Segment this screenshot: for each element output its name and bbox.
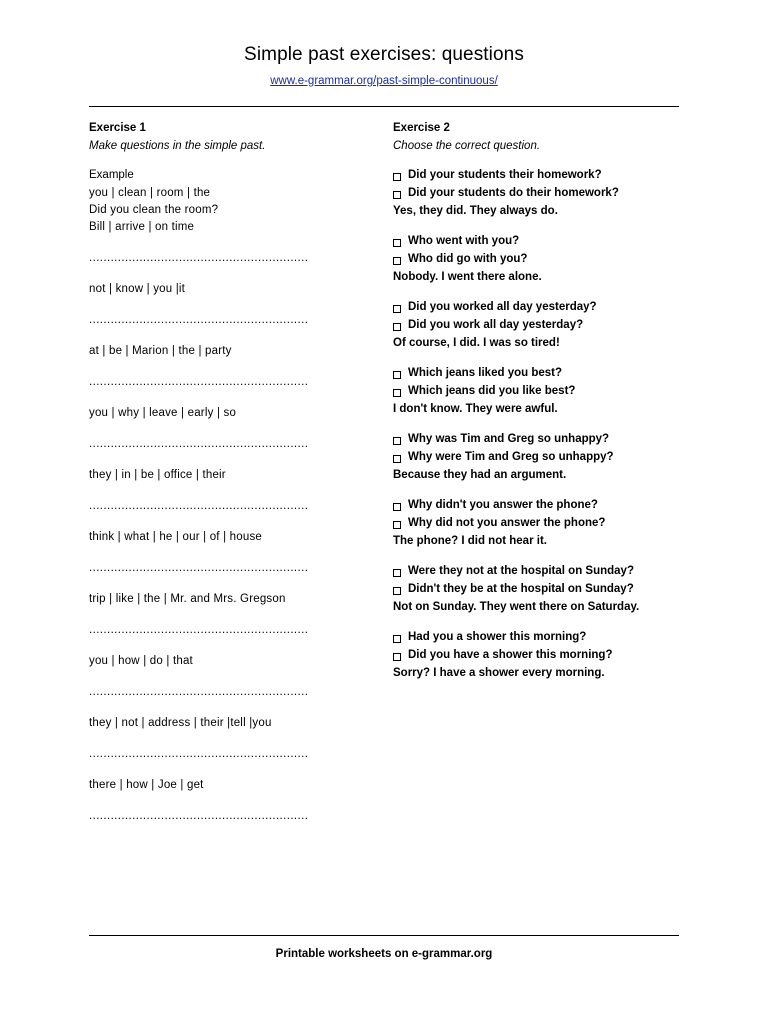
checkbox-icon[interactable] xyxy=(393,239,401,247)
example-prompt: you | clean | room | the xyxy=(89,187,211,199)
item-prompt: you | how | do | that xyxy=(89,655,193,667)
option-row[interactable] xyxy=(393,169,679,181)
option-row[interactable] xyxy=(393,367,679,379)
exercise-1-instruction: Make questions in the simple past. xyxy=(89,140,266,152)
source-url-link[interactable]: www.e-grammar.org/past-simple-continuous/ xyxy=(270,75,498,87)
item-prompt: Bill | arrive | on time xyxy=(89,221,195,233)
example-label: Example xyxy=(89,169,134,181)
question-group xyxy=(393,235,679,283)
option-row[interactable] xyxy=(393,433,679,445)
option-label: Why were Tim and Greg so unhappy? xyxy=(408,451,614,463)
item-prompt: there | how | Joe | get xyxy=(89,779,204,791)
exercise-item xyxy=(89,531,384,574)
option-row[interactable] xyxy=(393,301,679,313)
option-label: Did your students do their homework? xyxy=(408,187,619,199)
question-group xyxy=(393,631,679,679)
checkbox-icon[interactable] xyxy=(393,323,401,331)
exercise-item xyxy=(89,593,384,636)
answer-blank[interactable]: ............................................................. xyxy=(89,748,309,760)
option-label: Were they not at the hospital on Sunday? xyxy=(408,565,634,577)
option-label: Why did not you answer the phone? xyxy=(408,517,606,529)
exercise-item xyxy=(89,779,384,822)
option-row[interactable] xyxy=(393,235,679,247)
question-group xyxy=(393,433,679,481)
answer-blank[interactable]: ............................................................. xyxy=(89,500,309,512)
answer-blank[interactable]: ............................................................. xyxy=(89,438,309,450)
answer-blank[interactable]: ............................................................. xyxy=(89,624,309,636)
exercise-1-heading: Exercise 1 xyxy=(89,122,146,134)
item-prompt: they | not | address | their |tell |you xyxy=(89,717,272,729)
group-response: Sorry? I have a shower every morning. xyxy=(393,667,605,679)
question-group xyxy=(393,565,679,613)
option-label: Did your students their homework? xyxy=(408,169,602,181)
checkbox-icon[interactable] xyxy=(393,257,401,265)
item-prompt: trip | like | the | Mr. and Mrs. Gregson xyxy=(89,593,286,605)
option-label: Which jeans did you like best? xyxy=(408,385,576,397)
item-prompt: they | in | be | office | their xyxy=(89,469,226,481)
checkbox-icon[interactable] xyxy=(393,173,401,181)
option-label: Why didn't you answer the phone? xyxy=(408,499,598,511)
question-group xyxy=(393,301,679,349)
divider-top xyxy=(89,106,679,107)
group-response: Not on Sunday. They went there on Saturday. xyxy=(393,601,640,613)
option-row[interactable] xyxy=(393,253,679,265)
answer-blank[interactable]: ............................................................. xyxy=(89,252,309,264)
exercise-item xyxy=(89,655,384,698)
option-row[interactable] xyxy=(393,565,679,577)
group-response: Of course, I did. I was so tired! xyxy=(393,337,560,349)
option-label: Did you have a shower this morning? xyxy=(408,649,613,661)
item-prompt: not | know | you |it xyxy=(89,283,186,295)
option-label: Did you work all day yesterday? xyxy=(408,319,584,331)
exercise-1-column xyxy=(89,122,384,841)
exercise-2-instruction: Choose the correct question. xyxy=(393,140,541,152)
option-label: Why was Tim and Greg so unhappy? xyxy=(408,433,610,445)
option-label: Had you a shower this morning? xyxy=(408,631,587,643)
option-row[interactable] xyxy=(393,583,679,595)
group-response: I don't know. They were awful. xyxy=(393,403,558,415)
option-row[interactable] xyxy=(393,319,679,331)
question-group xyxy=(393,499,679,547)
checkbox-icon[interactable] xyxy=(393,587,401,595)
checkbox-icon[interactable] xyxy=(393,191,401,199)
exercise-item xyxy=(89,345,384,388)
exercise-item xyxy=(89,717,384,760)
exercise-columns xyxy=(89,122,679,841)
option-label: Didn't they be at the hospital on Sunday? xyxy=(408,583,634,595)
option-row[interactable] xyxy=(393,631,679,643)
answer-blank[interactable]: ............................................................. xyxy=(89,686,309,698)
checkbox-icon[interactable] xyxy=(393,569,401,577)
option-label: Who went with you? xyxy=(408,235,520,247)
divider-bottom xyxy=(89,935,679,936)
checkbox-icon[interactable] xyxy=(393,371,401,379)
exercise-2-heading: Exercise 2 xyxy=(393,122,450,134)
group-response: Because they had an argument. xyxy=(393,469,567,481)
group-response: The phone? I did not hear it. xyxy=(393,535,547,547)
exercise-2-column xyxy=(384,122,679,841)
page-title: Simple past exercises: questions xyxy=(244,44,524,65)
checkbox-icon[interactable] xyxy=(393,653,401,661)
checkbox-icon[interactable] xyxy=(393,455,401,463)
exercise-item xyxy=(89,407,384,450)
source-url xyxy=(0,75,768,87)
group-response: Yes, they did. They always do. xyxy=(393,205,558,217)
answer-blank[interactable]: ............................................................. xyxy=(89,376,309,388)
item-prompt: you | why | leave | early | so xyxy=(89,407,237,419)
question-group xyxy=(393,367,679,415)
answer-blank[interactable]: ............................................................. xyxy=(89,810,309,822)
exercise-item xyxy=(89,221,384,264)
checkbox-icon[interactable] xyxy=(393,389,401,397)
option-label: Did you worked all day yesterday? xyxy=(408,301,597,313)
checkbox-icon[interactable] xyxy=(393,437,401,445)
checkbox-icon[interactable] xyxy=(393,305,401,313)
option-row[interactable] xyxy=(393,649,679,661)
group-response: Nobody. I went there alone. xyxy=(393,271,542,283)
option-row[interactable] xyxy=(393,517,679,529)
option-row[interactable] xyxy=(393,499,679,511)
option-label: Who did go with you? xyxy=(408,253,528,265)
option-row[interactable] xyxy=(393,187,679,199)
exercise-item xyxy=(89,283,384,326)
question-group xyxy=(393,169,679,217)
checkbox-icon[interactable] xyxy=(393,635,401,643)
option-row[interactable] xyxy=(393,451,679,463)
exercise-item xyxy=(89,469,384,512)
checkbox-icon[interactable] xyxy=(393,521,401,529)
example-answer: Did you clean the room? xyxy=(89,204,219,216)
answer-blank[interactable]: ............................................................. xyxy=(89,314,309,326)
answer-blank[interactable]: ............................................................. xyxy=(89,562,309,574)
option-row[interactable] xyxy=(393,385,679,397)
item-prompt: at | be | Marion | the | party xyxy=(89,345,232,357)
option-label: Which jeans liked you best? xyxy=(408,367,563,379)
checkbox-icon[interactable] xyxy=(393,503,401,511)
item-prompt: think | what | he | our | of | house xyxy=(89,531,263,543)
page-footer: Printable worksheets on e-grammar.org xyxy=(275,948,493,960)
